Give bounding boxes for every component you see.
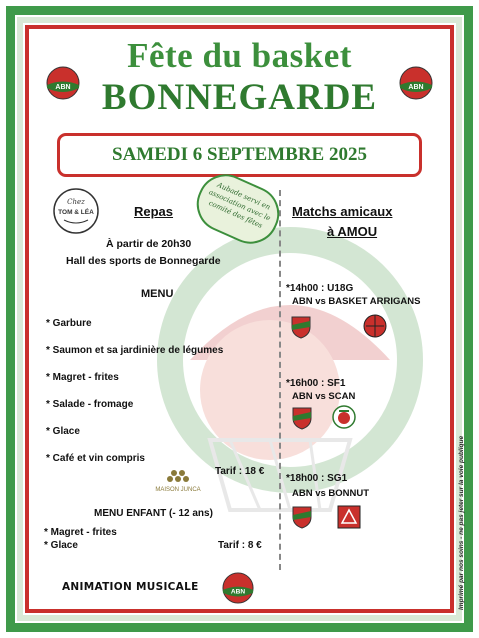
abn-logo-left (46, 66, 80, 100)
side-print-note: Imprimé par nos soins - ne pas jeter sur la voie publique (458, 435, 465, 610)
menu-item-2: * Saumon et sa jardinière de légumes (46, 345, 224, 356)
match-2-time: *16h00 : SF1 (286, 378, 346, 389)
poster-title: Fête du basket (127, 36, 352, 75)
tom-lea-name: TOM & LÉA (58, 209, 94, 216)
matchs-heading-line2: à AMOU (327, 224, 378, 239)
menu-enfant-item-1: * Magret - frites (44, 527, 117, 538)
abn-logo-text: ABN (230, 588, 246, 596)
menu-enfant-tarif: Tarif : 8 € (218, 540, 262, 551)
column-divider (279, 190, 281, 570)
menu-enfant-heading: MENU ENFANT (- 12 ans) (94, 508, 213, 519)
menu-tarif: Tarif : 18 € (215, 466, 265, 477)
match-2-teams: ABN vs SCAN (292, 391, 356, 402)
menu-item-6: * Café et vin compris (46, 453, 145, 464)
maison-junca-logo (149, 466, 207, 498)
match-1-teams: ABN vs BASKET ARRIGANS (292, 296, 421, 307)
abn-logo-bottom (222, 572, 254, 604)
abn-shield-icon (292, 505, 312, 529)
menu-heading: MENU (141, 288, 174, 300)
poster-subtitle: BONNEGARDE (101, 77, 378, 118)
abn-logo-text: ABN (55, 84, 71, 91)
abn-shield-icon (291, 315, 311, 339)
match-3-time: *18h00 : SG1 (286, 473, 348, 484)
abn-shield-icon (292, 406, 312, 430)
menu-item-4: * Salade - fromage (46, 399, 134, 410)
abn-logo-text: ABN (408, 84, 424, 91)
bonnut-logo (337, 505, 361, 529)
match-1-time: *14h00 : U18G (286, 283, 354, 294)
matchs-heading-line1: Matchs amicaux (292, 204, 393, 219)
event-date: SAMEDI 6 SEPTEMBRE 2025 (57, 133, 422, 177)
animation-musicale: ANIMATION MUSICALE (62, 581, 199, 593)
scan-logo (332, 405, 356, 429)
repas-place: Hall des sports de Bonnegarde (66, 255, 221, 267)
menu-enfant-item-2: * Glace (44, 540, 78, 551)
tom-lea-logo (52, 188, 100, 234)
junca-text: MAISON JUNCA (155, 487, 201, 493)
menu-item-3: * Magret - frites (46, 372, 119, 383)
repas-heading: Repas (134, 204, 174, 219)
menu-item-5: * Glace (46, 426, 80, 437)
tom-lea-chez: Chez (67, 198, 85, 206)
menu-item-1: * Garbure (46, 318, 92, 329)
abn-logo-right (399, 66, 433, 100)
repas-time: À partir de 20h30 (106, 238, 192, 250)
committee-badge: Aubade servi en association avec le comité des fêtes (188, 165, 288, 252)
match-3-teams: ABN vs BONNUT (292, 488, 370, 499)
basket-arrigans-logo (363, 314, 387, 338)
